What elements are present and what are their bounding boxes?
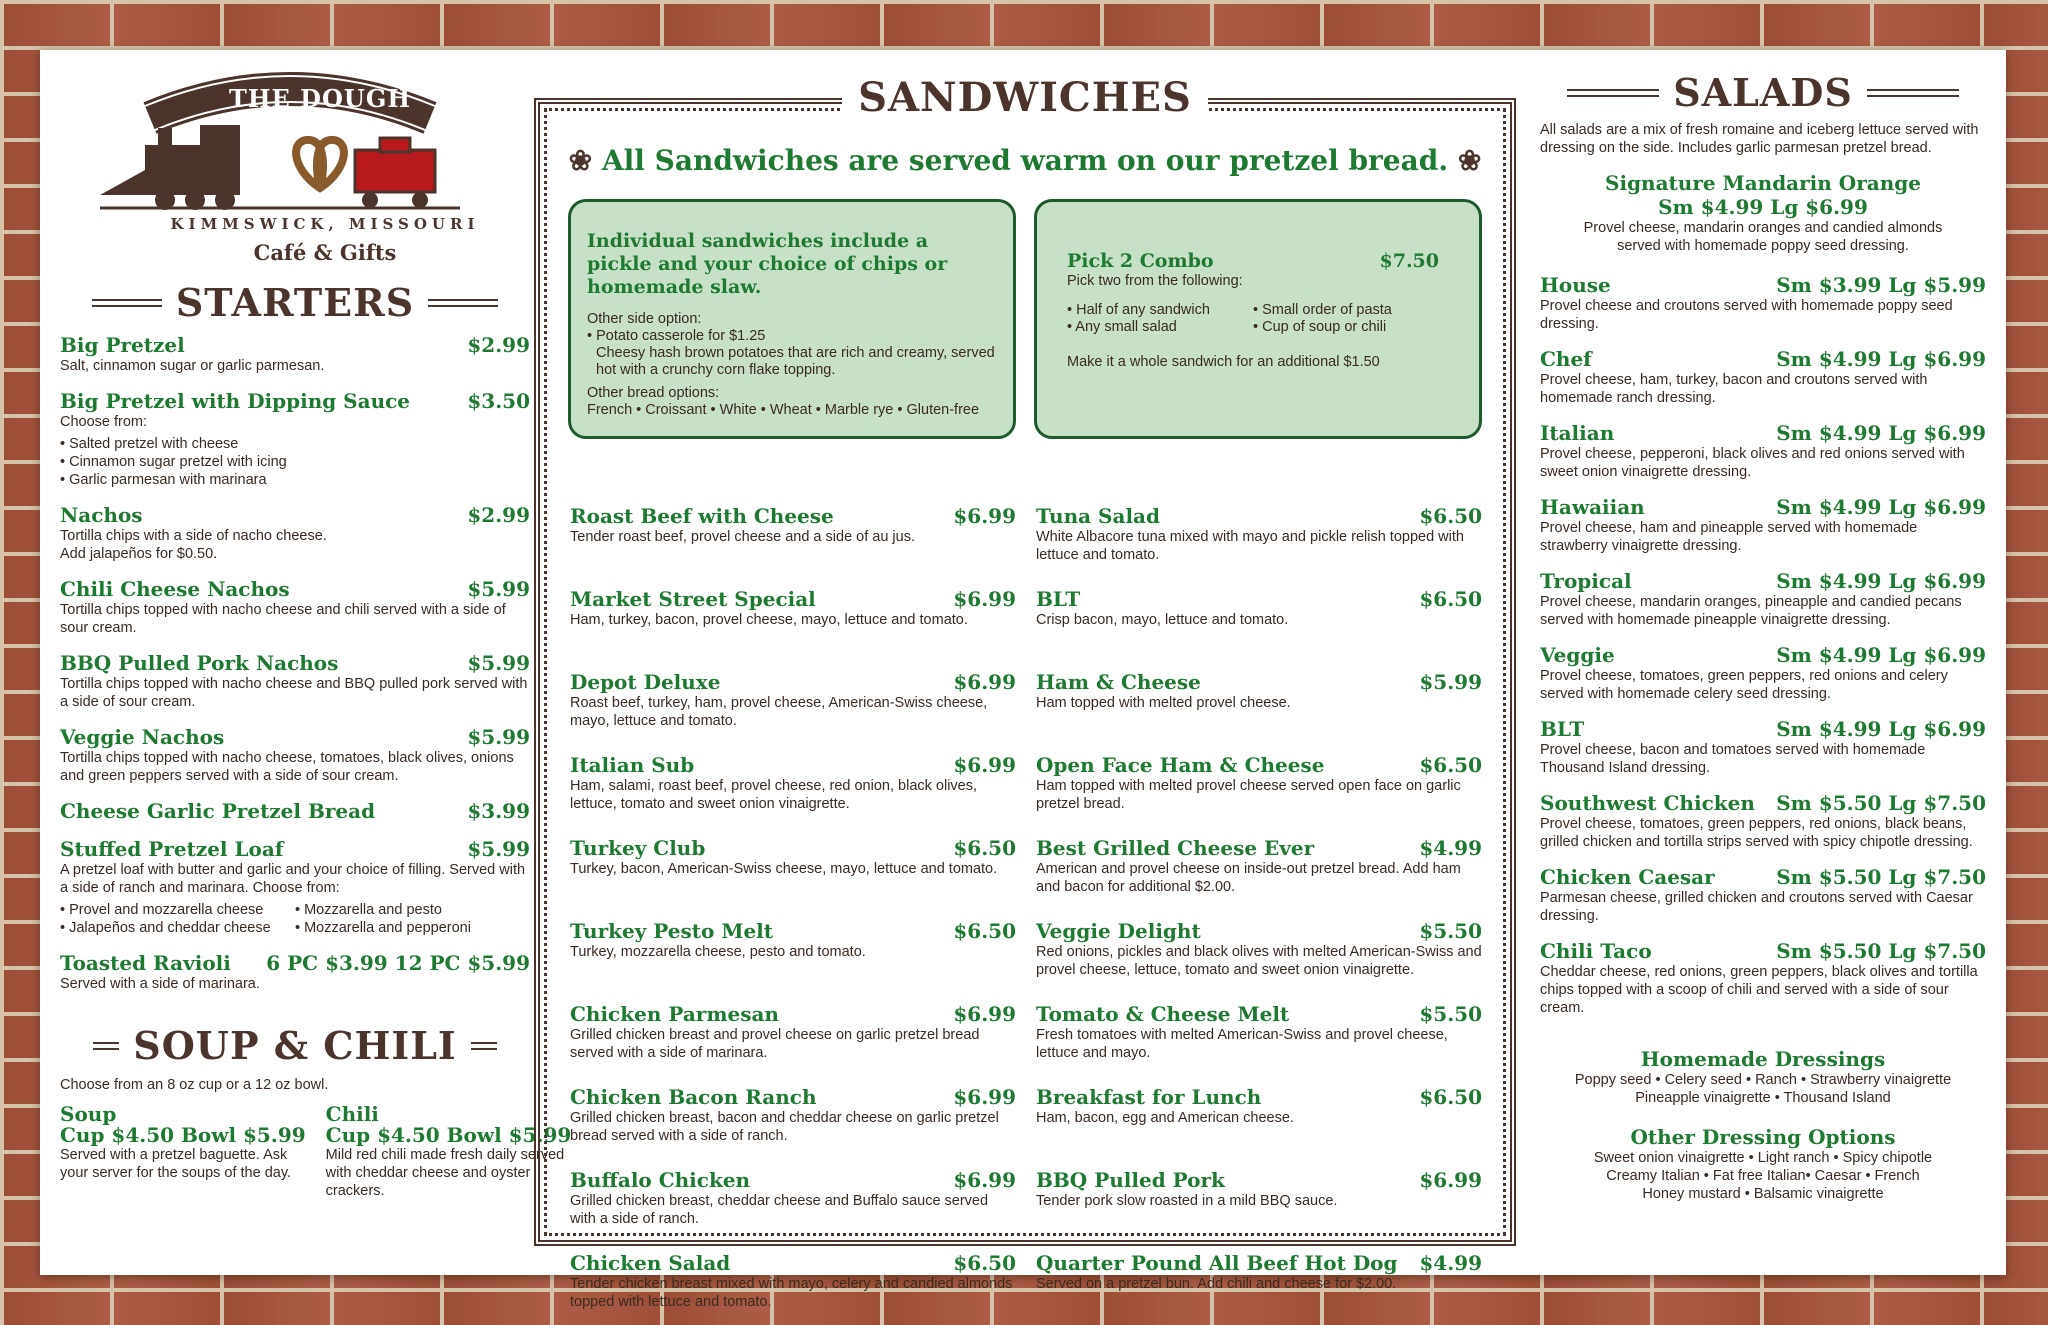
salads-heading: SALADS xyxy=(1540,70,1986,115)
menu-item xyxy=(1540,717,1986,777)
item-price: Cup $4.50 Bowl $5.99 xyxy=(60,1123,306,1147)
menu-item xyxy=(1540,791,1986,851)
menu-item xyxy=(1540,643,1986,703)
item-desc: Provel cheese, tomatoes, green peppers, red onions, black beans, grilled chicken and tortilla strips served with spicy chipotle dressing. xyxy=(1540,816,1973,850)
item-price: $6.99 xyxy=(953,753,1016,777)
item-name: BLT xyxy=(1036,587,1081,611)
item-name: Big Pretzel with Dipping Sauce xyxy=(60,389,411,413)
item-price: $5.50 xyxy=(1419,919,1482,943)
item-name: Nachos xyxy=(60,503,143,527)
menu-item xyxy=(570,504,1016,587)
item-price: $2.99 xyxy=(467,333,530,357)
item-price: $5.99 xyxy=(467,837,530,861)
item-desc: Ham topped with melted provel cheese. xyxy=(1036,695,1291,711)
logo-subtitle: Café & Gifts xyxy=(253,240,397,265)
item-name: Chili Taco xyxy=(1540,939,1652,963)
item-desc: Tender chicken breast mixed with mayo, celery and candied almonds topped with lettuce and tomato. xyxy=(570,1276,1013,1310)
item-option: • Provel and mozzarella cheese xyxy=(60,902,264,918)
menu-item xyxy=(1036,1168,1482,1251)
item-desc: Provel cheese, tomatoes, green peppers, red onions and celery served with homemade celery seed dressing. xyxy=(1540,668,1948,702)
item-name: Italian xyxy=(1540,421,1615,445)
pretzel-icon: ❀ xyxy=(1457,144,1482,177)
item-name: Turkey Club xyxy=(570,836,706,860)
item-desc: Served with a side of marinara. xyxy=(60,976,260,992)
item-price: Cup $4.50 Bowl $5.99 xyxy=(325,1123,572,1147)
item-price: Sm $5.50 Lg $7.50 xyxy=(1776,791,1986,815)
item-desc: Tender pork slow roasted in a mild BBQ sauce. xyxy=(1036,1193,1338,1209)
dressings: Homemade Dressings Poppy seed • Celery seed • Ranch • Strawberry vinaigrette Pineapple vinaigrette • Thousand Island Other Dressing Options Sweet onion vinaigrette • Light ranch • Spicy chipotle Creamy Italian • Fat free Italian• Caesar • French Honey mustard • Balsamic vinaigrette xyxy=(1574,1047,1952,1202)
menu-item xyxy=(1036,1251,1482,1325)
menu-item xyxy=(570,753,1016,836)
item-name: Market Street Special xyxy=(570,587,816,611)
item-desc: Turkey, bacon, American-Swiss cheese, mayo, lettuce and tomato. xyxy=(570,861,998,877)
item-desc: Parmesan cheese, grilled chicken and croutons served with Caesar dressing. xyxy=(1540,890,1973,924)
menu-item xyxy=(1036,587,1482,670)
item-desc: Mild red chili made fresh daily served with cheddar cheese and oyster crackers. xyxy=(325,1147,565,1199)
item-price: Sm $4.99 Lg $6.99 xyxy=(1776,643,1986,667)
item-name: Veggie Delight xyxy=(1036,919,1201,943)
item-price: $2.99 xyxy=(467,503,530,527)
item-price: Sm $3.99 Lg $5.99 xyxy=(1776,273,1986,297)
item-desc: Grilled chicken breast, cheddar cheese and Buffalo sauce served with a side of ranch. xyxy=(570,1193,989,1227)
item-desc: White Albacore tuna mixed with mayo and pickle relish topped with lettuce and tomato. xyxy=(1036,529,1464,563)
right-column xyxy=(1540,50,1986,1203)
item-desc: American and provel cheese on inside-out pretzel bread. Add ham and bacon for additional $2.00. xyxy=(1036,861,1461,895)
item-name: BLT xyxy=(1540,717,1585,741)
item-name: Hawaiian xyxy=(1540,495,1645,519)
item-desc: Choose from: xyxy=(60,414,148,430)
item-name: Veggie xyxy=(1540,643,1615,667)
item-price: $4.99 xyxy=(1419,1251,1482,1275)
sandwiches-tagline: ❀ All Sandwiches are served warm on our pretzel bread. ❀ xyxy=(568,144,1482,177)
item-name: Tomato & Cheese Melt xyxy=(1036,1002,1290,1026)
item-name: Chili xyxy=(325,1102,379,1126)
item-option: • Mozzarella and pesto xyxy=(295,902,442,918)
item-name: Depot Deluxe xyxy=(570,670,721,694)
item-price: $6.50 xyxy=(953,836,1016,860)
menu-item xyxy=(60,577,530,637)
item-desc: Roast beef, turkey, ham, provel cheese, American-Swiss cheese, mayo, lettuce and tomato. xyxy=(570,695,988,729)
item-price: $6.50 xyxy=(953,1251,1016,1275)
left-column xyxy=(60,50,572,1200)
item-name: BBQ Pulled Pork xyxy=(1036,1168,1225,1192)
item-price: Sm $4.99 Lg $6.99 xyxy=(1776,717,1986,741)
sandwiches-heading: SANDWICHES xyxy=(540,74,1510,121)
item-price: $6.50 xyxy=(1419,753,1482,777)
item-desc: Tender roast beef, provel cheese and a side of au jus. xyxy=(570,529,915,545)
item-desc: Ham, turkey, bacon, provel cheese, mayo, lettuce and tomato. xyxy=(570,612,968,628)
signature-salad: Signature Mandarin Orange Sm $4.99 Lg $6.99 Provel cheese, mandarin oranges and candied almonds served with homemade poppy seed dressing. xyxy=(1583,171,1943,254)
item-desc: Served with a pretzel baguette. Ask your server for the soups of the day. xyxy=(60,1147,292,1181)
item-desc: Ham, bacon, egg and American cheese. xyxy=(1036,1110,1294,1126)
item-desc: Provel cheese, bacon and tomatoes served with homemade Thousand Island dressing. xyxy=(1540,742,1926,776)
item-name: Soup xyxy=(60,1102,117,1126)
item-name: Chicken Bacon Ranch xyxy=(570,1085,817,1109)
item-option: • Cinnamon sugar pretzel with icing xyxy=(60,454,287,470)
item-desc: Crisp bacon, mayo, lettuce and tomato. xyxy=(1036,612,1289,628)
menu-item xyxy=(570,1251,1016,1325)
menu-item xyxy=(1540,421,1986,481)
menu-item xyxy=(60,651,530,711)
starters-list xyxy=(60,333,530,993)
item-name: Veggie Nachos xyxy=(60,725,225,749)
logo-title: THE DOUGH DEPOT xyxy=(228,84,411,142)
menu-item xyxy=(1036,1002,1482,1085)
menu-item xyxy=(60,1104,306,1200)
item-name: Chili Cheese Nachos xyxy=(60,577,290,601)
item-desc: Tortilla chips topped with nacho cheese, tomatoes, black olives, onions and green peppers served with a side of sour cream. xyxy=(60,750,514,784)
menu-item xyxy=(570,670,1016,753)
item-desc: Provel cheese, ham and pineapple served with homemade strawberry vinaigrette dressing. xyxy=(1540,520,1918,554)
menu-item xyxy=(60,333,530,375)
item-price: $6.99 xyxy=(953,1002,1016,1026)
menu-item xyxy=(1540,273,1986,333)
item-name: Open Face Ham & Cheese xyxy=(1036,753,1325,777)
item-desc: A pretzel loaf with butter and garlic and your choice of filling. Served with a side of ranch and marinara. Choose from: xyxy=(60,862,526,896)
item-name: Chicken Caesar xyxy=(1540,865,1715,889)
item-option: • Salted pretzel with cheese xyxy=(60,436,239,452)
menu-board xyxy=(40,50,2006,1310)
item-desc: Provel cheese, pepperoni, black olives and red onions served with sweet onion vinaigrette dressing. xyxy=(1540,446,1965,480)
menu-item xyxy=(60,503,530,563)
item-price: Sm $4.99 Lg $6.99 xyxy=(1776,421,1986,445)
item-option: • Jalapeños and cheddar cheese xyxy=(60,920,271,936)
menu-item xyxy=(570,1085,1016,1168)
item-price: Sm $4.99 Lg $6.99 xyxy=(1776,569,1986,593)
item-name: Big Pretzel xyxy=(60,333,185,357)
pretzel-icon: ❀ xyxy=(568,144,593,177)
item-price: Sm $5.50 Lg $7.50 xyxy=(1776,865,1986,889)
item-desc: Grilled chicken breast, bacon and cheddar cheese on garlic pretzel bread served with a side of ranch. xyxy=(570,1110,999,1144)
item-name: Chicken Parmesan xyxy=(570,1002,779,1026)
item-price: Sm $4.99 Lg $6.99 xyxy=(1776,495,1986,519)
menu-item xyxy=(1540,347,1986,407)
item-name: Southwest Chicken xyxy=(1540,791,1755,815)
item-name: Toasted Ravioli xyxy=(60,951,231,975)
salad-list xyxy=(1540,273,1986,1017)
item-price: Sm $5.50 Lg $7.50 xyxy=(1776,939,1986,963)
item-desc: Tortilla chips with a side of nacho cheese. Add jalapeños for $0.50. xyxy=(60,528,327,562)
item-price: $6.99 xyxy=(953,587,1016,611)
item-price: $6.50 xyxy=(953,919,1016,943)
combo-box: Pick 2 Combo $7.50 Pick two from the following: • Half of any sandwich • Small order of pasta • Any small salad • Cup of soup or chili Make it a whole sandwich for an additional $1.50 xyxy=(1034,199,1482,439)
item-price: $6.50 xyxy=(1419,1085,1482,1109)
item-name: Breakfast for Lunch xyxy=(1036,1085,1262,1109)
soup-note: Choose from an 8 oz cup or a 12 oz bowl. xyxy=(60,1077,329,1093)
item-name: Italian Sub xyxy=(570,753,695,777)
item-name: Turkey Pesto Melt xyxy=(570,919,774,943)
item-name: Buffalo Chicken xyxy=(570,1168,751,1192)
item-name: Best Grilled Cheese Ever xyxy=(1036,836,1315,860)
item-price: $5.50 xyxy=(1419,1002,1482,1026)
starters-heading: STARTERS xyxy=(60,280,530,325)
logo xyxy=(60,70,530,270)
sandwiches-section xyxy=(534,74,1516,1310)
menu-item xyxy=(1036,670,1482,753)
item-name: Cheese Garlic Pretzel Bread xyxy=(60,799,376,823)
logo-location: KIMMSWICK, MISSOURI xyxy=(170,215,480,233)
menu-item xyxy=(60,389,530,489)
item-price: $3.99 xyxy=(467,799,530,823)
item-desc: Red onions, pickles and black olives with melted American-Swiss and provel cheese, lettuce, tomato and sweet onion vinaigrette. xyxy=(1036,944,1482,978)
item-price: $5.99 xyxy=(467,725,530,749)
item-name: Chef xyxy=(1540,347,1592,371)
item-desc: Provel cheese, mandarin oranges, pineapple and candied pecans served with homemade pineapple vinaigrette dressing. xyxy=(1540,594,1962,628)
item-option: • Garlic parmesan with marinara xyxy=(60,472,267,488)
item-name: Chicken Salad xyxy=(570,1251,731,1275)
item-price: Sm $4.99 Lg $6.99 xyxy=(1776,347,1986,371)
item-price: $6.99 xyxy=(953,1168,1016,1192)
item-desc: Ham topped with melted provel cheese served open face on garlic pretzel bread. xyxy=(1036,778,1461,812)
item-desc: Salt, cinnamon sugar or garlic parmesan. xyxy=(60,358,325,374)
menu-item xyxy=(1036,1085,1482,1168)
item-price: $5.99 xyxy=(1419,670,1482,694)
menu-item xyxy=(570,919,1016,1002)
item-price: $6.99 xyxy=(953,504,1016,528)
item-price: $6.99 xyxy=(953,670,1016,694)
menu-item xyxy=(60,799,530,823)
item-desc: Cheddar cheese, red onions, green peppers, black olives and tortilla chips topped with a scoop of chili and served with a side of sour cream. xyxy=(1540,964,1978,1016)
item-price: $6.99 xyxy=(1419,1168,1482,1192)
item-desc: Turkey, mozzarella cheese, pesto and tomato. xyxy=(570,944,866,960)
item-name: Stuffed Pretzel Loaf xyxy=(60,837,284,861)
item-desc: Tortilla chips topped with nacho cheese and chili served with a side of sour cream. xyxy=(60,602,506,636)
sandwich-list-right xyxy=(1036,504,1482,1325)
item-price: $6.99 xyxy=(953,1085,1016,1109)
sandwich-list-left xyxy=(570,504,1016,1325)
menu-item xyxy=(570,1002,1016,1085)
item-desc: Served on a pretzel bun. Add chili and cheese for $2.00. xyxy=(1036,1276,1397,1292)
item-name: House xyxy=(1540,273,1611,297)
item-price: 6 PC $3.99 12 PC $5.99 xyxy=(266,951,530,975)
item-desc: Tortilla chips topped with nacho cheese and BBQ pulled pork served with a side of sour cream. xyxy=(60,676,528,710)
item-desc: Grilled chicken breast and provel cheese on garlic pretzel bread served with a side of marinara. xyxy=(570,1027,980,1061)
item-name: BBQ Pulled Pork Nachos xyxy=(60,651,339,675)
item-price: $6.50 xyxy=(1419,504,1482,528)
salads-intro: All salads are a mix of fresh romaine and iceberg lettuce served with dressing on the side. Includes garlic parmesan pretzel bread. xyxy=(1540,122,1979,156)
item-price: $4.99 xyxy=(1419,836,1482,860)
menu-item xyxy=(1036,753,1482,836)
item-name: Quarter Pound All Beef Hot Dog xyxy=(1036,1251,1398,1275)
menu-item xyxy=(570,587,1016,670)
item-option: • Mozzarella and pepperoni xyxy=(295,920,471,936)
menu-item xyxy=(60,837,530,937)
item-name: Tropical xyxy=(1540,569,1632,593)
menu-item xyxy=(1540,939,1986,1017)
menu-item xyxy=(1036,919,1482,1002)
item-desc: Ham, salami, roast beef, provel cheese, red onion, black olives, lettuce, tomato and sweet onion vinaigrette. xyxy=(570,778,978,812)
item-price: $5.99 xyxy=(467,651,530,675)
sides-box: Individual sandwiches include a pickle and your choice of chips or homemade slaw. Other side option: • Potato casserole for $1.25 Cheesy hash brown potatoes that are rich and creamy, served hot with a crunchy corn flake topping. Other bread options: French • Croissant • White • Wheat • Marble rye • Gluten-free xyxy=(568,199,1016,439)
menu-item xyxy=(1540,569,1986,629)
soup-heading: SOUP & CHILI xyxy=(60,1023,530,1068)
item-name: Ham & Cheese xyxy=(1036,670,1201,694)
soup-list xyxy=(60,1102,572,1200)
item-name: Roast Beef with Cheese xyxy=(570,504,834,528)
menu-item xyxy=(60,951,530,993)
item-price: $6.50 xyxy=(1419,587,1482,611)
item-desc: Provel cheese and croutons served with homemade poppy seed dressing. xyxy=(1540,298,1953,332)
item-price: $5.99 xyxy=(467,577,530,601)
menu-item xyxy=(1540,495,1986,555)
menu-item xyxy=(1036,504,1482,587)
item-desc: Fresh tomatoes with melted American-Swiss and provel cheese, lettuce and mayo. xyxy=(1036,1027,1448,1061)
menu-item xyxy=(570,1168,1016,1251)
menu-item xyxy=(60,725,530,785)
menu-item xyxy=(1540,865,1986,925)
item-desc: Provel cheese, ham, turkey, bacon and croutons served with homemade ranch dressing. xyxy=(1540,372,1928,406)
menu-item xyxy=(1036,836,1482,919)
item-name: Tuna Salad xyxy=(1036,504,1160,528)
menu-item xyxy=(570,836,1016,919)
item-price: $3.50 xyxy=(467,389,530,413)
